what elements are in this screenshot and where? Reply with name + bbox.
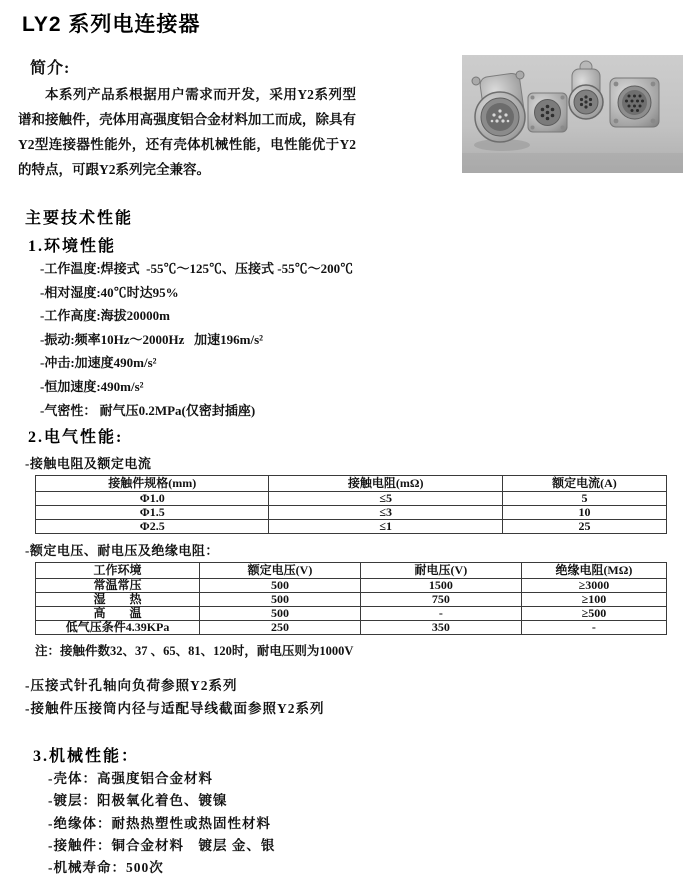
cell: 25 — [502, 520, 666, 534]
crimp-load-reference: -压接式针孔轴向负荷参照Y2系列 — [25, 678, 238, 693]
table-row — [36, 506, 667, 520]
voltage-insulation-table — [35, 562, 667, 635]
cell: ≤5 — [269, 492, 502, 506]
table-header-row — [36, 563, 667, 579]
mech-item: -绝缘体：耐热热塑性或热固性材料 — [48, 815, 271, 831]
column-header: 耐电压(V) — [360, 563, 521, 579]
cell: 350 — [360, 621, 521, 635]
mech-item: -接触件：铜合金材料 镀层 金、银 — [48, 837, 276, 853]
column-header: 绝缘电阻(MΩ) — [521, 563, 666, 579]
cell: 高 温 — [36, 607, 200, 621]
env-item: -气密性： 耐气压0.2MPa(仅密封插座) — [40, 402, 256, 418]
env-item: -工作高度:海拔20000m — [40, 308, 170, 324]
column-header: 工作环境 — [36, 563, 200, 579]
env-item: -振动:频率10Hz～2000Hz 加速196m/s² — [40, 331, 264, 347]
cell: 500 — [200, 593, 361, 607]
env-performance-list — [40, 257, 353, 422]
env-item: -相对湿度:40℃时达95% — [40, 284, 179, 300]
env-item: -恒加速度:490m/s² — [40, 378, 144, 394]
cell: Φ1.5 — [36, 506, 269, 520]
cell: 5 — [502, 492, 666, 506]
cell: 750 — [360, 593, 521, 607]
env-performance-heading: 1.环境性能 — [28, 238, 117, 255]
intro-heading: 简介: — [30, 60, 71, 77]
mech-performance-heading: 3.机械性能： — [33, 748, 140, 765]
cell: ≥500 — [521, 607, 666, 621]
contact-resistance-table-label: -接触电阻及额定电流 — [25, 456, 152, 471]
cell: 10 — [502, 506, 666, 520]
env-item: -工作温度:焊接式 -55℃～125℃、压接式 -55℃～200℃ — [40, 261, 354, 276]
cell: ≥100 — [521, 593, 666, 607]
table-row — [36, 492, 667, 506]
env-item: -冲击:加速度490m/s² — [40, 355, 157, 371]
cell: ≤3 — [269, 506, 502, 520]
cell: 500 — [200, 579, 361, 593]
mech-item: -机械寿命：500次 — [48, 860, 164, 876]
cell: 250 — [200, 621, 361, 635]
table-row — [36, 593, 667, 607]
mech-item: -镀层：阳极氧化着色、镀镍 — [48, 793, 228, 809]
elec-performance-heading: 2.电气性能: — [28, 429, 124, 446]
cell: 500 — [200, 607, 361, 621]
column-header: 额定电流(A) — [502, 476, 666, 492]
table-row — [36, 579, 667, 593]
crimp-barrel-reference: -接触件压接筒内径与适配导线截面参照Y2系列 — [25, 701, 325, 716]
cell: - — [521, 621, 666, 635]
mech-item: -壳体：高强度铝合金材料 — [48, 771, 213, 786]
voltage-table-label: -额定电压、耐电压及绝缘电阻： — [25, 543, 219, 558]
cell: Φ1.0 — [36, 492, 269, 506]
mech-performance-list — [48, 768, 275, 879]
page-title: LY2 系列电连接器 — [22, 13, 201, 36]
table-header-row — [36, 476, 667, 492]
column-header: 接触件规格(mm) — [36, 476, 269, 492]
tech-performance-heading: 主要技术性能 — [25, 210, 134, 227]
cell: 低气压条件4.39KPa — [36, 621, 200, 635]
cell: 湿 热 — [36, 593, 200, 607]
cell: - — [360, 607, 521, 621]
cell: 1500 — [360, 579, 521, 593]
table-row — [36, 621, 667, 635]
contact-resistance-table — [35, 475, 667, 534]
column-header: 接触电阻(mΩ) — [269, 476, 502, 492]
column-header: 额定电压(V) — [200, 563, 361, 579]
cell: 常温常压 — [36, 579, 200, 593]
intro-paragraph: 本系列产品系根据用户需求而开发，采用Y2系列型谱和接触件，壳体用高强度铝合金材料加工而成，除具有Y2型连接器性能外，还有壳体机械性能，电性能优于Y2的特点，可跟Y2系列完全兼容。 — [18, 87, 356, 177]
table-row — [36, 607, 667, 621]
withstand-voltage-note: 注：接触件数32、37 、65、81、120时，耐电压则为1000V — [35, 644, 354, 658]
cell: ≥3000 — [521, 579, 666, 593]
connectors-photo-image — [462, 55, 683, 173]
cell: ≤1 — [269, 520, 502, 534]
cell: Φ2.5 — [36, 520, 269, 534]
table-row — [36, 520, 667, 534]
product-photo — [462, 55, 683, 173]
